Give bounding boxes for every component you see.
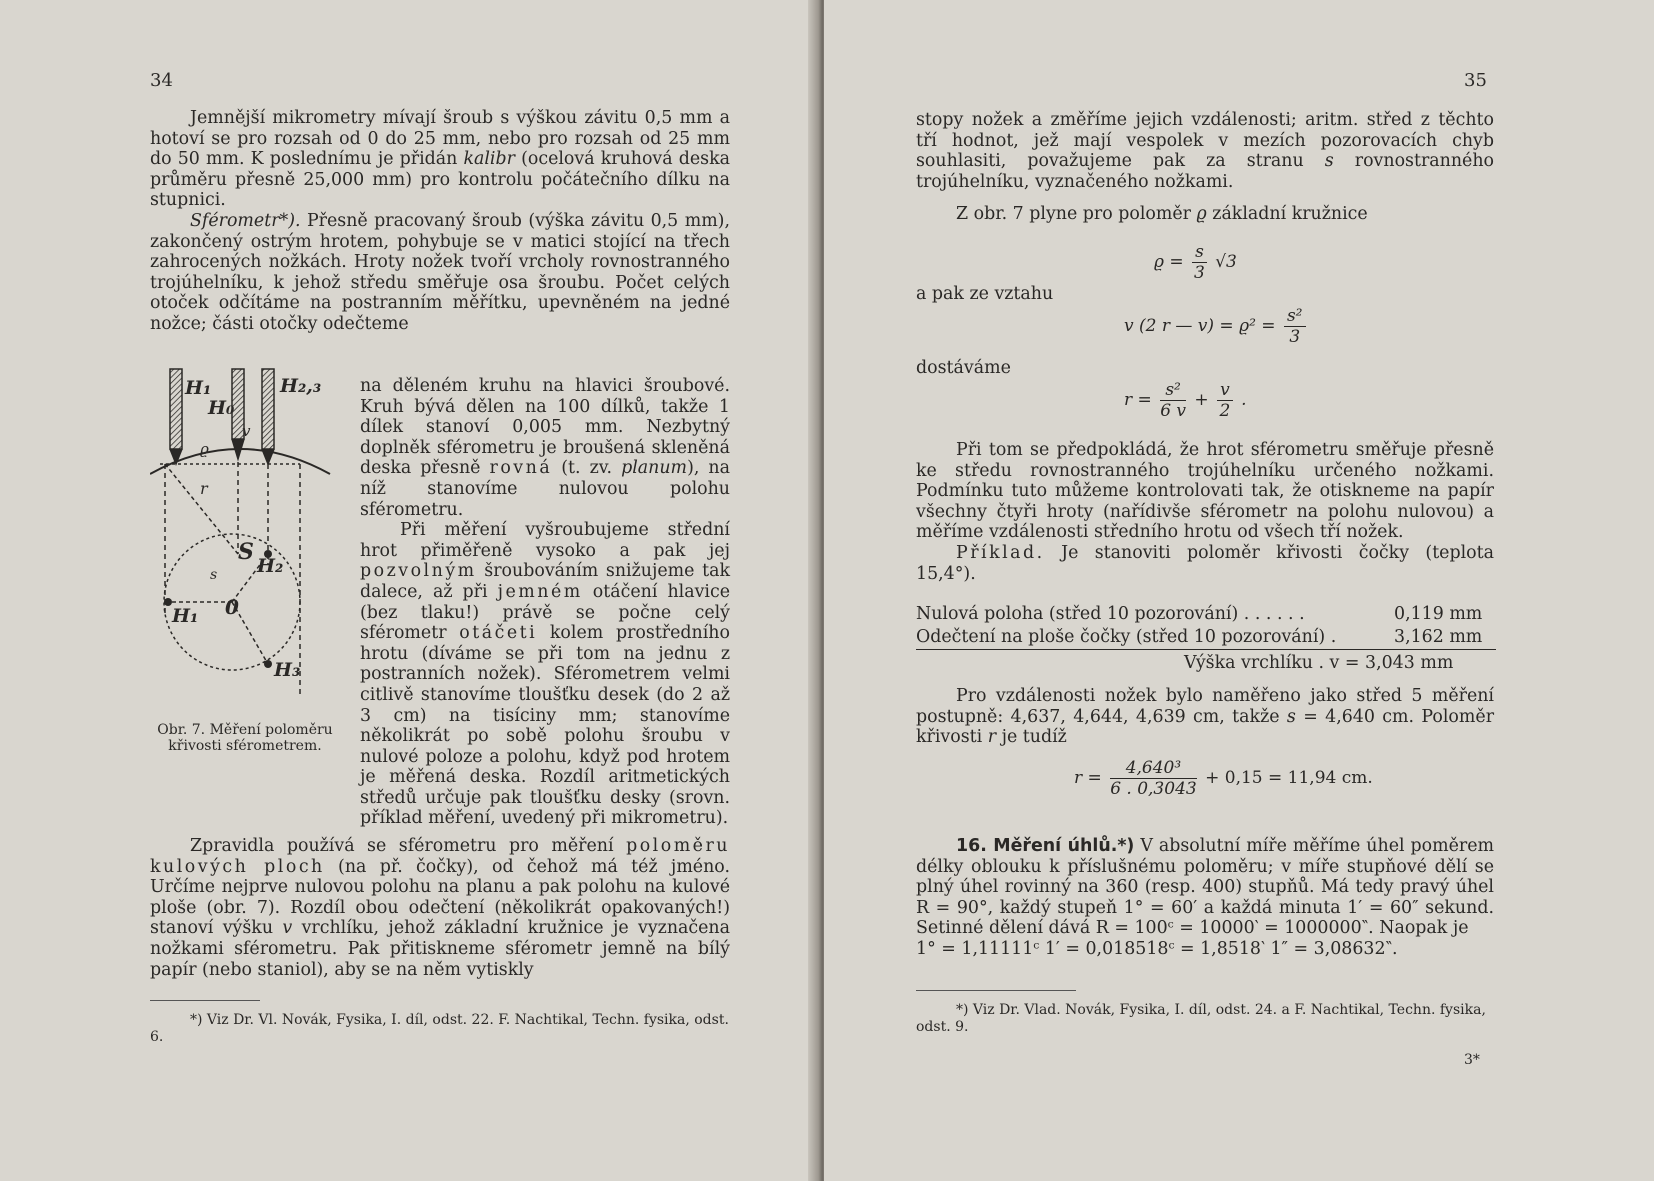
right-text-top xyxy=(916,110,1494,225)
label-h23: H₂,₃ xyxy=(280,375,322,397)
left-text-bottom xyxy=(150,836,730,980)
label-h2: H₂ xyxy=(257,555,284,577)
measurement-value-1: 0,119 mm xyxy=(1394,604,1483,624)
measurement-row-2: Odečtení na ploše čočky (střed 10 pozorování) . xyxy=(916,627,1337,647)
measurement-value-2: 3,162 mm xyxy=(1394,627,1483,647)
label-h1b: H₁ xyxy=(172,605,199,627)
left-text-top xyxy=(150,108,730,335)
equation-result: r = $\frac{\text{4,640³}}{6 . 0,3043}$ + 0,15 = 11,94 cm. xyxy=(1074,758,1373,799)
left-page xyxy=(0,0,818,1181)
section-heading: 16. Měření úhlů.*) xyxy=(956,836,1135,856)
paragraph: Z obr. 7 plyne pro poloměr ϱ základní kružnice xyxy=(956,204,1368,225)
paragraph: Zpravidla používá se sférometru pro měření poloměru kulových ploch (na př. čočky), od čehož má též jméno. Určíme nejprve nulovou polohu na planu a pak polohu na kulové ploše (obr. 7). Rozdíl obou odečtení (několikrát opakovaných!) stanoví výšku v vrchlíku, jehož základní kružnice je vyznačena nožkami sférometru. Pak přitiskneme sférometr jemně na bílý papír (nebo staniol), aby se na něm vytiskly xyxy=(150,836,730,980)
footnote-right: *) Viz Dr. Vlad. Novák, Fysika, I. díl, odst. 24. a F. Nachtikal, Techn. fysika, odst. 9. xyxy=(916,1002,1486,1035)
right-text-mid xyxy=(916,440,1494,584)
right-page xyxy=(824,0,1654,1181)
label-o: 0 xyxy=(225,595,239,619)
label-v: v xyxy=(242,422,251,440)
signature-mark: 3* xyxy=(1464,1052,1480,1068)
paragraph: Příklad. Je stanoviti poloměr křivosti čočky (teplota 15,4°). xyxy=(916,542,1494,584)
paragraph: Při tom se předpokládá, že hrot sférometru směřuje přesně ke středu rovnostranného trojúhelníku určeného nožkami. Podmínku tuto můžeme kontrolovati tak, že otiskneme na papír všechny čtyři hroty (nařídivše sférometr na polohu nulovou) a měříme vzdálenosti středního hrotu od všech tří nožek. xyxy=(916,440,1494,543)
label-s-small: s xyxy=(210,567,218,583)
paragraph: Pro vzdálenosti nožek bylo naměřeno jako střed 5 měření postupně: 4,637, 4,644, 4,639 cm, takže s = 4,640 cm. Poloměr křivosti r je tudíž xyxy=(916,686,1495,748)
text-a-pak: a pak ze vztahu xyxy=(916,284,1054,304)
paragraph: Jemnější mikrometry mívají šroub s výškou závitu 0,5 mm a hotoví se pro rozsah od 0 do 25 mm, nebo pro rozsah od 25 mm do 50 mm. K poslednímu je přidán kalibr (ocelová kruhová deska průměru přesně 25,000 mm) pro kontrolu počátečního dílku na stupnici. xyxy=(150,108,731,211)
equation-r: r = $\frac{\text{s²}}{6 v}$ + $\frac{v}{2}$ . xyxy=(1124,380,1247,421)
measurement-row-3: Výška vrchlíku . v = 3,043 mm xyxy=(1184,653,1454,673)
text-dostavame: dostáváme xyxy=(916,358,1011,378)
equation-v: v (2 r — v) = ϱ² = $\frac{\text{s²}}{3}$ xyxy=(1124,306,1309,347)
table-rule xyxy=(916,649,1496,650)
paragraph: Při měření vyšroubujeme střední hrot přiměřeně vysoko a pak jej pozvolným šroubováním snižujeme tak dalece, až při jemném otáčení hlavice (bez tlaku!) právě se počne celý sférometr otáčeti kolem prostředního hrotu (díváme se při tom na jednu z postranních nožek). Sférometrem velmi citlivě stanovíme tloušťku desek (do 2 až 3 cm) na tisíciny mm; stanovíme několikrát po sobě polohu šroubu v nulové poloze a polohu, když pod hrotem je měřená deska. Rozdíl aritmetických středů určuje pak tloušťku desky (srovn. příklad měření, uvedený při mikrometru). xyxy=(360,520,730,829)
label-rho: ϱ xyxy=(200,440,209,458)
page-number-left: 34 xyxy=(150,70,173,91)
page-number-right: 35 xyxy=(1464,70,1487,91)
label-h0: H₀ xyxy=(208,397,235,419)
footnote-left: *) Viz Dr. Vl. Novák, Fysika, I. díl, odst. 22. F. Nachtikal, Techn. fysika, odst. 6. xyxy=(150,1012,729,1045)
equation-rho: ϱ = $\frac{s}{3}$ √3 xyxy=(1154,242,1237,283)
label-r: r xyxy=(200,479,208,498)
paragraph: Sférometr*). Přesně pracovaný šroub (výška závitu 0,5 mm), zakončený ostrým hrotem, pohybuje se v matici stojící na třech zahrocených nožkách. Hroty nožek tvoří vrcholy rovnostranného trojúhelníku, k jehož středu směřuje osa šroubu. Počet celých otoček odčítáme na postranním měřítku, upevněném na jedné nožce; části otočky odečteme xyxy=(150,210,730,334)
left-text-wrap xyxy=(360,376,730,829)
figure-caption: Obr. 7. Měření poloměru křivosti sférometrem. xyxy=(157,722,333,754)
figure-7-spherometer xyxy=(150,364,350,724)
paragraph: stopy nožek a změříme jejich vzdálenosti; aritm. střed z těchto tří hodnot, jež mají vespolek v mezích pozorovacích chyb souhlasiti, považujeme pak za stranu s rovnostranného trojúhelníku, vyznačeného nožkami. xyxy=(916,110,1494,192)
footnote-rule xyxy=(150,1000,260,1001)
label-h3: H₃ xyxy=(274,659,301,681)
paragraph: 16. Měření úhlů.*) V absolutní míře měříme úhel poměrem délky oblouku k příslušnému poloměru; v míře stupňové dělí se plný úhel rovinný na 360 (resp. 400) stupňů. Má tedy pravý úhel R = 90°, každý stupeň 1° = 60′ a každá minuta 1′ = 60″ sekund. Setinné dělení dává R = 100ᶜ = 10000‵ = 1000000‶. Naopak je xyxy=(916,836,1495,939)
footnote-rule xyxy=(916,990,1076,991)
right-text-para4 xyxy=(916,686,1494,748)
label-s-big: S xyxy=(238,539,254,565)
paragraph: na děleném kruhu na hlavici šroubové. Kruh bývá dělen na 100 dílků, takže 1 dílek stanoví 0,005 mm. Nezbytný doplněk sférometru je broušená skleněná deska přesně rovná (t. zv. planum), na níž stanovíme nulovou polohu sférometru. xyxy=(360,376,730,520)
label-h1: H₁ xyxy=(185,377,212,399)
right-text-section16 xyxy=(916,836,1494,960)
measurement-row-1: Nulová poloha (střed 10 pozorování) . . . . . . xyxy=(916,604,1305,624)
conversion-line: 1° = 1,11111ᶜ 1′ = 0,018518ᶜ = 1,8518‵ 1″ = 3,08632‶. xyxy=(916,938,1398,959)
